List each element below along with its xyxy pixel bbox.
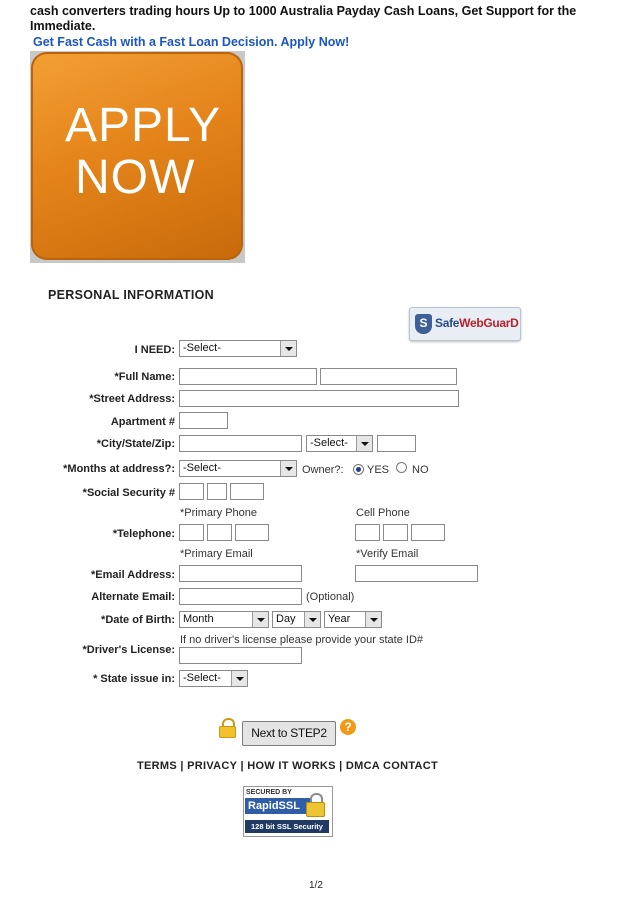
- footer-link-terms[interactable]: TERMS: [137, 760, 177, 772]
- primary-email-hint: *Primary Email: [180, 548, 253, 560]
- chevron-down-icon: [365, 612, 381, 627]
- label-apartment: Apartment #: [110, 416, 175, 428]
- verify-email-input[interactable]: [355, 565, 478, 582]
- chevron-down-icon: [280, 461, 296, 476]
- footer-separator: |: [180, 760, 184, 772]
- footer-separator: |: [240, 760, 244, 772]
- primary-phone-area-input[interactable]: [179, 524, 204, 541]
- label-full-name: *Full Name:: [114, 371, 175, 383]
- ssl-brand: RapidSSL: [245, 798, 310, 814]
- page-title: cash converters trading hours Up to 1000 Australia Payday Cash Loans, Get Support for the Immediate.: [30, 4, 577, 33]
- ssl-bits: 128 bit SSL Security: [245, 820, 329, 833]
- label-alt-email: Alternate Email:: [91, 591, 175, 603]
- ssn-part2-input[interactable]: [207, 483, 227, 500]
- rapidssl-seal: [243, 786, 333, 837]
- owner-yes-label: YES: [367, 464, 390, 476]
- verify-email-hint: *Verify Email: [356, 548, 419, 560]
- apply-now-banner[interactable]: [30, 51, 245, 263]
- apply-line-2: NOW: [75, 151, 196, 204]
- badge-brand-b: WebGuarD: [459, 316, 519, 330]
- owner-no-radio[interactable]: [396, 462, 407, 473]
- chevron-down-icon: [356, 436, 372, 451]
- license-note: If no driver's license please provide your state ID#: [180, 634, 423, 646]
- label-license: *Driver's License:: [82, 644, 175, 656]
- state-issue-select[interactable]: [179, 670, 248, 687]
- chevron-down-icon: [280, 341, 296, 356]
- shield-icon: S: [415, 314, 432, 334]
- ssn-part1-input[interactable]: [179, 483, 204, 500]
- label-months: *Months at address?:: [63, 463, 175, 475]
- next-step-button[interactable]: Next to STEP2: [242, 721, 336, 746]
- chevron-down-icon: [252, 612, 268, 627]
- label-state-issue: * State issue in:: [93, 673, 175, 685]
- city-input[interactable]: [179, 435, 302, 452]
- apply-line-1: APPLY: [65, 99, 222, 152]
- safewebguard-badge: [409, 307, 521, 341]
- primary-phone-hint: *Primary Phone: [180, 507, 258, 519]
- i-need-select-value: -Select-: [183, 342, 221, 354]
- label-i-need: I NEED:: [134, 344, 175, 356]
- street-input[interactable]: [179, 390, 459, 407]
- i-need-select[interactable]: [179, 340, 297, 357]
- footer-link-privacy[interactable]: PRIVACY: [187, 760, 238, 772]
- footer-separator: |: [339, 760, 343, 772]
- first-name-input[interactable]: [179, 368, 317, 385]
- cell-phone-hint: Cell Phone: [356, 507, 410, 519]
- padlock-icon: [306, 793, 326, 817]
- optional-hint: (Optional): [306, 591, 355, 603]
- dob-day-value: Day: [276, 613, 296, 625]
- primary-phone-prefix-input[interactable]: [207, 524, 232, 541]
- help-icon[interactable]: ?: [340, 719, 356, 735]
- state-select[interactable]: [306, 435, 373, 452]
- dob-day-select[interactable]: [272, 611, 321, 628]
- label-email: *Email Address:: [91, 569, 175, 581]
- safewebguard-text: [435, 316, 519, 330]
- label-telephone: *Telephone:: [112, 528, 175, 540]
- last-name-input[interactable]: [320, 368, 457, 385]
- footer-links: [137, 760, 438, 772]
- owner-no-label: NO: [412, 464, 429, 476]
- label-ssn: *Social Security #: [82, 487, 175, 499]
- apply-now-link[interactable]: Get Fast Cash with a Fast Loan Decision. Apply Now!: [33, 35, 350, 49]
- email-input[interactable]: [179, 565, 302, 582]
- dob-year-value: Year: [328, 613, 351, 625]
- footer-link-dmca[interactable]: DMCA CONTACT: [345, 760, 439, 772]
- primary-phone-line-input[interactable]: [235, 524, 269, 541]
- cell-phone-area-input[interactable]: [355, 524, 380, 541]
- state-issue-value: -Select-: [183, 672, 221, 684]
- page-number: 1/2: [309, 880, 323, 891]
- months-select[interactable]: [179, 460, 297, 477]
- badge-brand-a: Safe: [435, 316, 460, 330]
- section-title: PERSONAL INFORMATION: [48, 288, 214, 302]
- state-select-value: -Select-: [310, 437, 348, 449]
- alt-email-input[interactable]: [179, 588, 302, 605]
- zip-input[interactable]: [377, 435, 416, 452]
- cell-phone-line-input[interactable]: [411, 524, 445, 541]
- chevron-down-icon: [231, 671, 247, 686]
- apply-now-text: [65, 100, 221, 204]
- apartment-input[interactable]: [179, 412, 228, 429]
- label-dob: *Date of Birth:: [101, 614, 175, 626]
- apply-now-button-graphic: [31, 52, 243, 260]
- cell-phone-prefix-input[interactable]: [383, 524, 408, 541]
- label-street: *Street Address:: [89, 393, 175, 405]
- footer-link-how-it-works[interactable]: HOW IT WORKS: [247, 760, 336, 772]
- owner-yes-radio[interactable]: [353, 464, 364, 475]
- lock-icon: [219, 718, 236, 738]
- chevron-down-icon: [304, 612, 320, 627]
- license-input[interactable]: [179, 647, 302, 664]
- ssn-part3-input[interactable]: [230, 483, 264, 500]
- label-city-state-zip: *City/State/Zip:: [96, 438, 175, 450]
- months-select-value: -Select-: [183, 462, 221, 474]
- dob-month-select[interactable]: [179, 611, 269, 628]
- owner-label: Owner?:: [302, 464, 344, 476]
- ssl-secured-by: SECURED BY: [246, 789, 292, 796]
- dob-year-select[interactable]: [324, 611, 382, 628]
- dob-month-value: Month: [183, 613, 214, 625]
